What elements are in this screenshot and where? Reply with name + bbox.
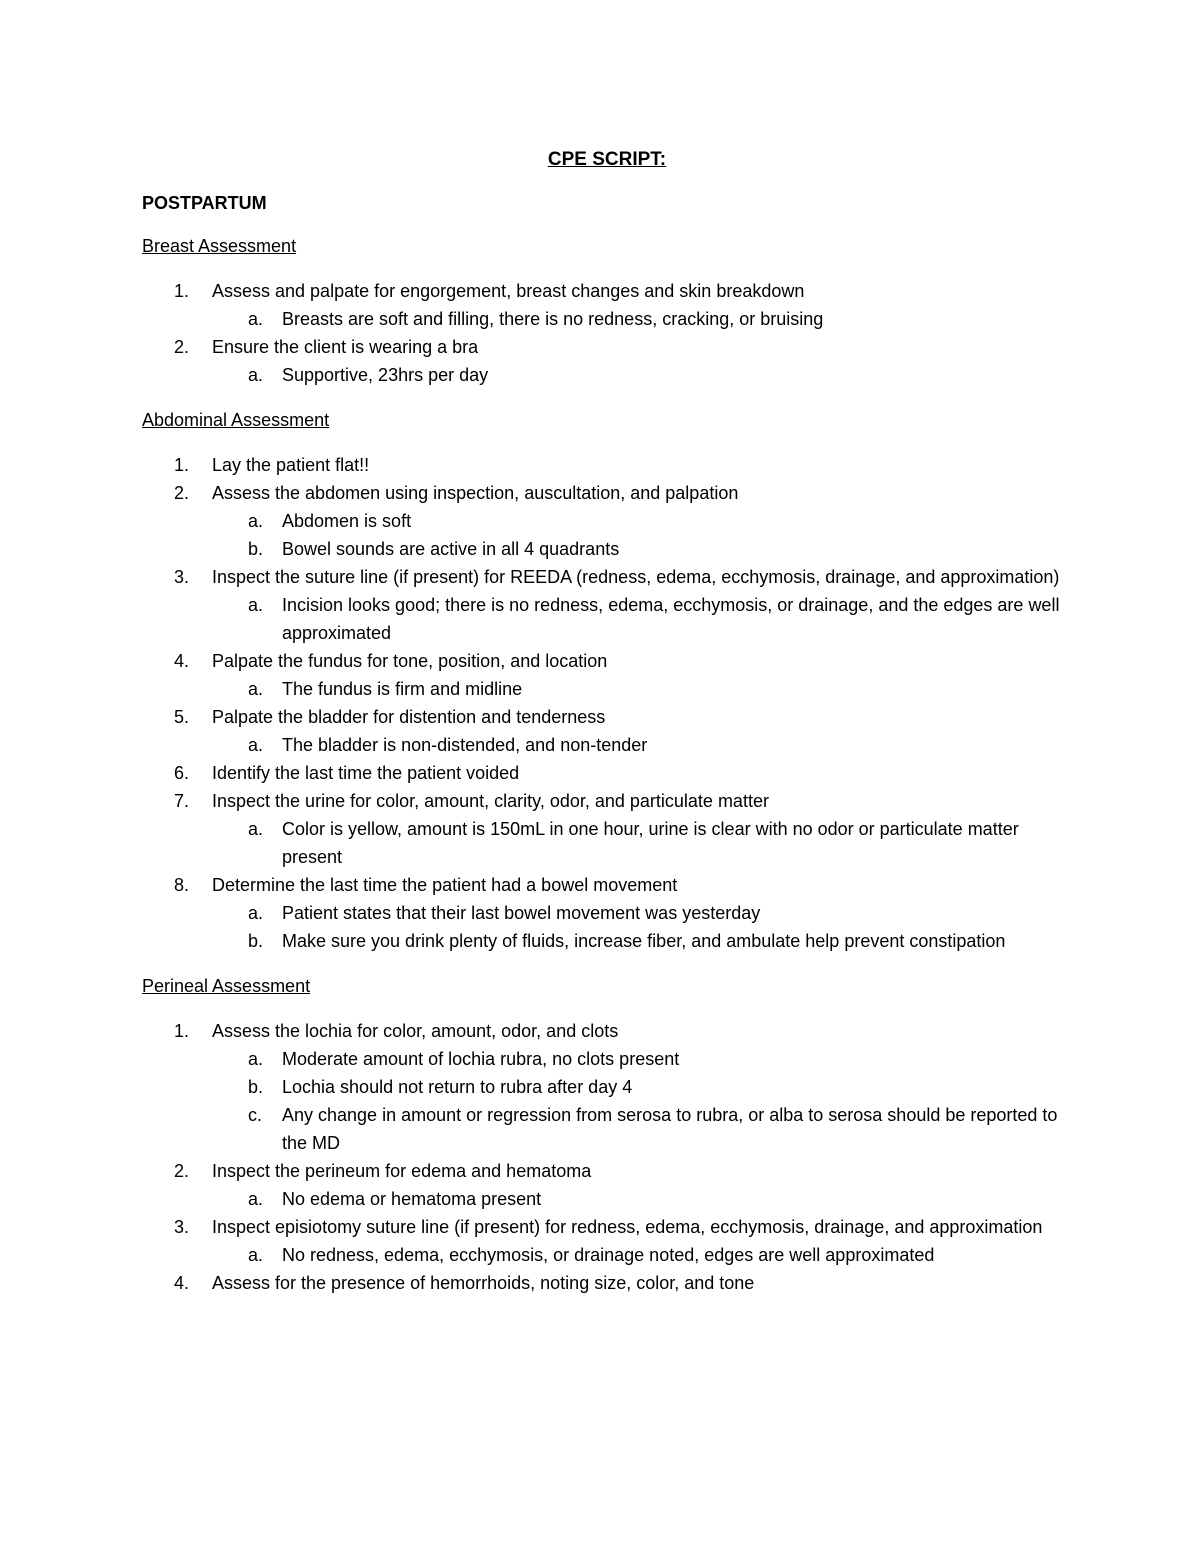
sub-list-item — [212, 675, 1072, 703]
list-item-text: Determine the last time the patient had a bowel movement — [212, 875, 678, 895]
sub-list-item-letter: a. — [248, 903, 264, 923]
sub-list-item-letter: a. — [248, 679, 264, 699]
sub-list — [212, 899, 1072, 955]
sub-list-item-text: No redness, edema, ecchymosis, or drainage noted, edges are well approximated — [282, 1245, 935, 1265]
sub-list-item-letter: b. — [248, 1077, 264, 1097]
sub-list-item-text: The fundus is firm and midline — [282, 679, 523, 699]
list-item-text: Palpate the bladder for distention and tenderness — [212, 707, 606, 727]
sub-list-item-text: No edema or hematoma present — [282, 1189, 542, 1209]
sub-list-item — [212, 535, 1072, 563]
list-item-number: 4. — [174, 651, 190, 671]
sub-list-item-text: Patient states that their last bowel movement was yesterday — [282, 903, 761, 923]
sub-list — [212, 1241, 1072, 1269]
sub-list-item — [212, 1045, 1072, 1073]
sub-list-item-text: Moderate amount of lochia rubra, no clots present — [282, 1049, 680, 1069]
sub-list-item — [212, 1241, 1072, 1269]
list-item-number: 2. — [174, 483, 190, 503]
list-item — [142, 787, 1072, 871]
step-list — [142, 1017, 1072, 1297]
sub-list-item — [212, 899, 1072, 927]
sub-list-item — [212, 731, 1072, 759]
sub-list-item-letter: a. — [248, 1189, 264, 1209]
list-item-text: Assess and palpate for engorgement, breast changes and skin breakdown — [212, 281, 805, 301]
list-item-text: Inspect the perineum for edema and hematoma — [212, 1161, 592, 1181]
list-item-text: Lay the patient flat!! — [212, 455, 370, 475]
sub-list — [212, 731, 1072, 759]
sub-list-item — [212, 927, 1072, 955]
list-item — [142, 871, 1072, 955]
list-item-text: Inspect episiotomy suture line (if present) for redness, edema, ecchymosis, drainage, and approximation — [212, 1217, 1043, 1237]
sub-list-item-text: Color is yellow, amount is 150mL in one hour, urine is clear with no odor or particulate matter present — [282, 819, 1019, 867]
sub-list-item-text: Lochia should not return to rubra after day 4 — [282, 1077, 633, 1097]
list-item-number: 3. — [174, 1217, 190, 1237]
list-item — [142, 759, 1072, 787]
sub-list — [212, 305, 1072, 333]
list-item-text: Assess the lochia for color, amount, odor, and clots — [212, 1021, 619, 1041]
list-item — [142, 451, 1072, 479]
sub-list-item-letter: c. — [248, 1105, 263, 1125]
list-item-number: 1. — [174, 1021, 190, 1041]
list-item-text: Inspect the urine for color, amount, clarity, odor, and particulate matter — [212, 791, 769, 811]
sub-list-item-letter: a. — [248, 511, 264, 531]
list-item-number: 5. — [174, 707, 190, 727]
list-item-text: Assess for the presence of hemorrhoids, noting size, color, and tone — [212, 1273, 755, 1293]
sub-list-item — [212, 305, 1072, 333]
step-list — [142, 451, 1072, 955]
list-item-number: 4. — [174, 1273, 190, 1293]
sub-list — [212, 675, 1072, 703]
list-item-text: Identify the last time the patient voided — [212, 763, 520, 783]
sub-list-item-letter: a. — [248, 735, 264, 755]
list-item — [142, 479, 1072, 563]
list-item — [142, 1017, 1072, 1157]
sub-list-item-text: Abdomen is soft — [282, 511, 412, 531]
document-page — [142, 146, 1072, 1315]
sub-list-item-text: Supportive, 23hrs per day — [282, 365, 489, 385]
sub-list-item — [212, 1073, 1072, 1101]
list-item — [142, 1213, 1072, 1269]
sub-list-item — [212, 361, 1072, 389]
document-sections — [142, 233, 1072, 1297]
step-list — [142, 277, 1072, 389]
sub-list-item-text: Bowel sounds are active in all 4 quadrants — [282, 539, 620, 559]
sub-list — [212, 591, 1072, 647]
document-title: CPE SCRIPT: — [547, 149, 667, 170]
sub-list-item-letter: a. — [248, 309, 264, 329]
document-subject: POSTPARTUM — [142, 193, 267, 213]
sub-list-item-letter: a. — [248, 1245, 264, 1265]
list-item — [142, 647, 1072, 703]
list-item — [142, 563, 1072, 647]
sub-list-item-letter: b. — [248, 931, 264, 951]
sub-list-item — [212, 591, 1072, 647]
sub-list-item-text: Incision looks good; there is no redness, edema, ecchymosis, or drainage, and the edges are well approximated — [282, 595, 1060, 643]
sub-list-item-text: Breasts are soft and filling, there is no redness, cracking, or bruising — [282, 309, 824, 329]
sub-list-item-text: Make sure you drink plenty of fluids, increase fiber, and ambulate help prevent constipation — [282, 931, 1006, 951]
list-item — [142, 1157, 1072, 1213]
list-item — [142, 1269, 1072, 1297]
sub-list — [212, 1185, 1072, 1213]
sub-list-item-text: The bladder is non-distended, and non-tender — [282, 735, 648, 755]
sub-list — [212, 507, 1072, 563]
sub-list-item-letter: b. — [248, 539, 264, 559]
list-item-text: Palpate the fundus for tone, position, and location — [212, 651, 608, 671]
sub-list-item-letter: a. — [248, 819, 264, 839]
sub-list-item-letter: a. — [248, 365, 264, 385]
list-item-number: 6. — [174, 763, 190, 783]
list-item-number: 3. — [174, 567, 190, 587]
list-item — [142, 703, 1072, 759]
sub-list — [212, 815, 1072, 871]
list-item-number: 2. — [174, 337, 190, 357]
sub-list-item — [212, 507, 1072, 535]
sub-list — [212, 361, 1072, 389]
list-item-text: Inspect the suture line (if present) for REEDA (redness, edema, ecchymosis, drainage, and approximation) — [212, 567, 1060, 587]
sub-list — [212, 1045, 1072, 1157]
section-heading: Perineal Assessment — [142, 976, 311, 996]
section-heading: Breast Assessment — [142, 236, 297, 256]
sub-list-item-text: Any change in amount or regression from serosa to rubra, or alba to serosa should be reported to the MD — [282, 1105, 1058, 1153]
list-item — [142, 333, 1072, 389]
sub-list-item — [212, 1101, 1072, 1157]
list-item-number: 1. — [174, 455, 190, 475]
list-item — [142, 277, 1072, 333]
sub-list-item-letter: a. — [248, 1049, 264, 1069]
list-item-number: 1. — [174, 281, 190, 301]
list-item-number: 8. — [174, 875, 190, 895]
sub-list-item-letter: a. — [248, 595, 264, 615]
list-item-text: Ensure the client is wearing a bra — [212, 337, 479, 357]
list-item-number: 7. — [174, 791, 190, 811]
list-item-number: 2. — [174, 1161, 190, 1181]
sub-list-item — [212, 1185, 1072, 1213]
section-heading: Abdominal Assessment — [142, 410, 330, 430]
sub-list-item — [212, 815, 1072, 871]
list-item-text: Assess the abdomen using inspection, auscultation, and palpation — [212, 483, 739, 503]
